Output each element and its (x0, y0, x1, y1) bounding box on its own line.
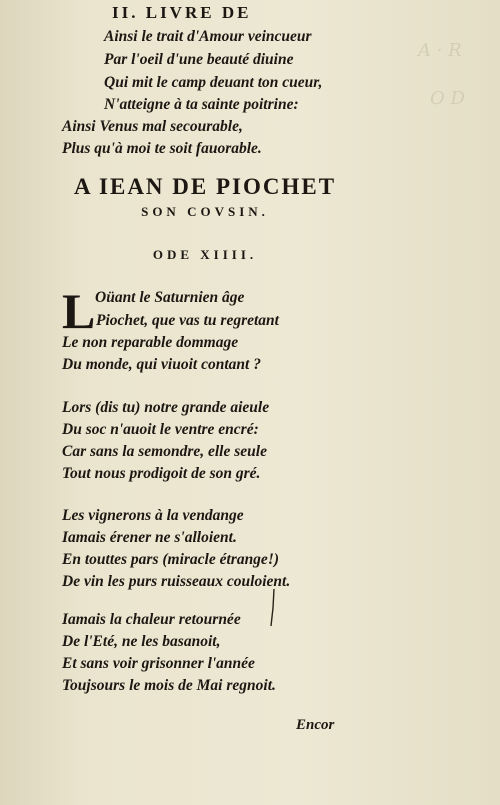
verse-line: Qui mit le camp deuant ton cueur, (104, 74, 323, 91)
verse-line: De l'Eté, ne les basanoit, (62, 633, 221, 650)
dedication-title: A IEAN DE PIOCHET (73, 174, 337, 199)
verse-line: Du monde, qui viuoit contant ? (62, 356, 261, 373)
dedication-subtitle: SON COVSIN. (141, 204, 269, 219)
verse-line: Ainsi le trait d'Amour veincueur (104, 28, 312, 45)
verse-line: Et sans voir grisonner l'année (62, 655, 255, 672)
verse-line: Les vignerons à la vendange (62, 507, 244, 524)
bleed-through-text: A · R (418, 40, 462, 61)
verse-line: Ainsi Venus mal secourable, (62, 118, 243, 135)
ink-mark (270, 588, 276, 628)
verse-line: Iamais érener ne s'alloient. (62, 529, 237, 546)
verse-line: Piochet, que vas tu regretant (96, 312, 279, 329)
verse-line: Par l'oeil d'une beauté diuine (104, 51, 294, 68)
verse-line: N'atteigne à ta sainte poitrine: (104, 96, 299, 113)
verse-line: Oüant le Saturnien âge (95, 289, 245, 306)
verse-line: Toujsours le mois de Mai regnoit. (62, 677, 276, 694)
catchword: Encor (296, 717, 335, 733)
verse-line: Plus qu'à moi te soit fauorable. (62, 140, 262, 157)
verse-line: Car sans la semondre, elle seule (62, 443, 267, 460)
verse-line: En touttes pars (miracle étrange!) (62, 551, 280, 568)
drop-capital: L (62, 283, 96, 339)
verse-line: Lors (dis tu) notre grande aieule (62, 399, 270, 416)
running-head: II. LIVRE DE (112, 3, 252, 22)
verse-line: Le non reparable dommage (62, 334, 239, 351)
verse-line: De vin les purs ruisseaux couloient. (62, 573, 291, 590)
verse-line: Tout nous prodigoit de son gré. (62, 465, 261, 482)
verse-line: Iamais la chaleur retournée (62, 611, 241, 628)
ode-title: ODE XIIII. (152, 247, 258, 262)
verse-line: Du soc n'auoit le ventre encré: (62, 421, 259, 438)
bleed-through-text: O D (430, 88, 465, 109)
